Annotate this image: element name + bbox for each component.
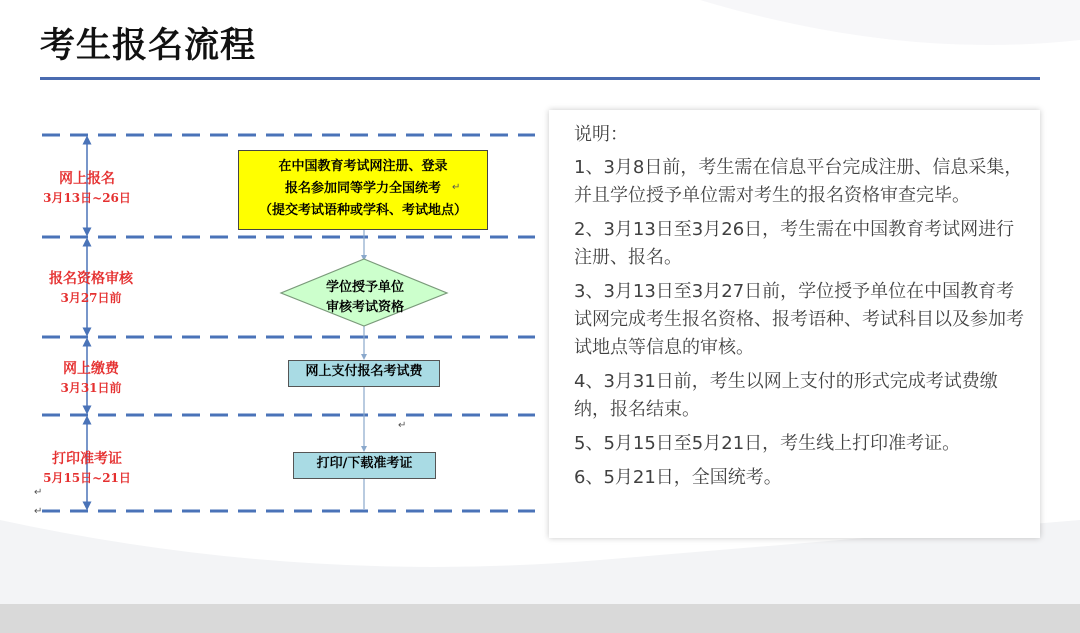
step-register-line: 报名参加同等学力全国统考 <box>284 181 441 196</box>
stage-online-payment <box>21 360 161 398</box>
stage-date: 3月31日前 <box>60 381 122 395</box>
stage-name: 报名资格审核 <box>49 271 133 287</box>
stage-name: 打印准考证 <box>52 451 122 467</box>
stage-print-admission-ticket <box>17 450 157 488</box>
paragraph-mark-icon: ↵ <box>34 506 43 517</box>
step-print-box: 打印/下载准考证 <box>293 452 436 479</box>
stage-eligibility-review <box>21 270 161 308</box>
notes-panel <box>549 110 1040 538</box>
note-item: 2、3月13日至3月26日，考生需在中国教育考试网进行注册、报名。 <box>574 219 1015 268</box>
footer-bar <box>0 604 1080 633</box>
page-title: 考生报名流程 <box>40 26 257 66</box>
note-item: 5、5月15日至5月21日，考生线上打印准考证。 <box>574 433 961 454</box>
note-item: 3、3月13日至3月27日前，学位授予单位在中国教育考试网完成考生报名资格、报考语种、考试科目以及参加考试地点等信息的审核。 <box>574 281 1024 358</box>
paragraph-mark-icon: ↵ <box>398 420 407 431</box>
stage-date: 3月13日~26日 <box>43 191 131 205</box>
stage-online-registration <box>17 170 157 208</box>
step-review-line: 学位授予单位 <box>325 280 404 295</box>
step-pay-box: 网上支付报名考试费 <box>288 360 440 387</box>
stage-date: 5月15日~21日 <box>43 471 131 485</box>
notes-heading: 说明： <box>574 124 628 145</box>
step-register-line: （提交考试语种或学科、考试地点） <box>258 203 467 218</box>
note-item: 4、3月31日前，考生以网上支付的形式完成考试费缴纳，报名结束。 <box>574 371 998 420</box>
paragraph-mark-icon: ↵ <box>34 487 43 498</box>
step-review-line: 审核考试资格 <box>325 300 404 315</box>
paragraph-mark-icon: ↵ <box>452 182 461 193</box>
step-register-box <box>238 150 488 230</box>
stage-name: 网上报名 <box>59 171 115 187</box>
stage-name: 网上缴费 <box>63 361 119 377</box>
step-review-text <box>300 278 430 318</box>
stage-date: 3月27日前 <box>60 291 122 305</box>
step-register-line: 在中国教育考试网注册、登录 <box>278 159 448 174</box>
note-item: 6、5月21日，全国统考。 <box>574 467 782 488</box>
note-item: 1、3月8日前，考生需在信息平台完成注册、信息采集，并且学位授予单位需对考生的报名资格审查完毕。 <box>574 157 1023 206</box>
